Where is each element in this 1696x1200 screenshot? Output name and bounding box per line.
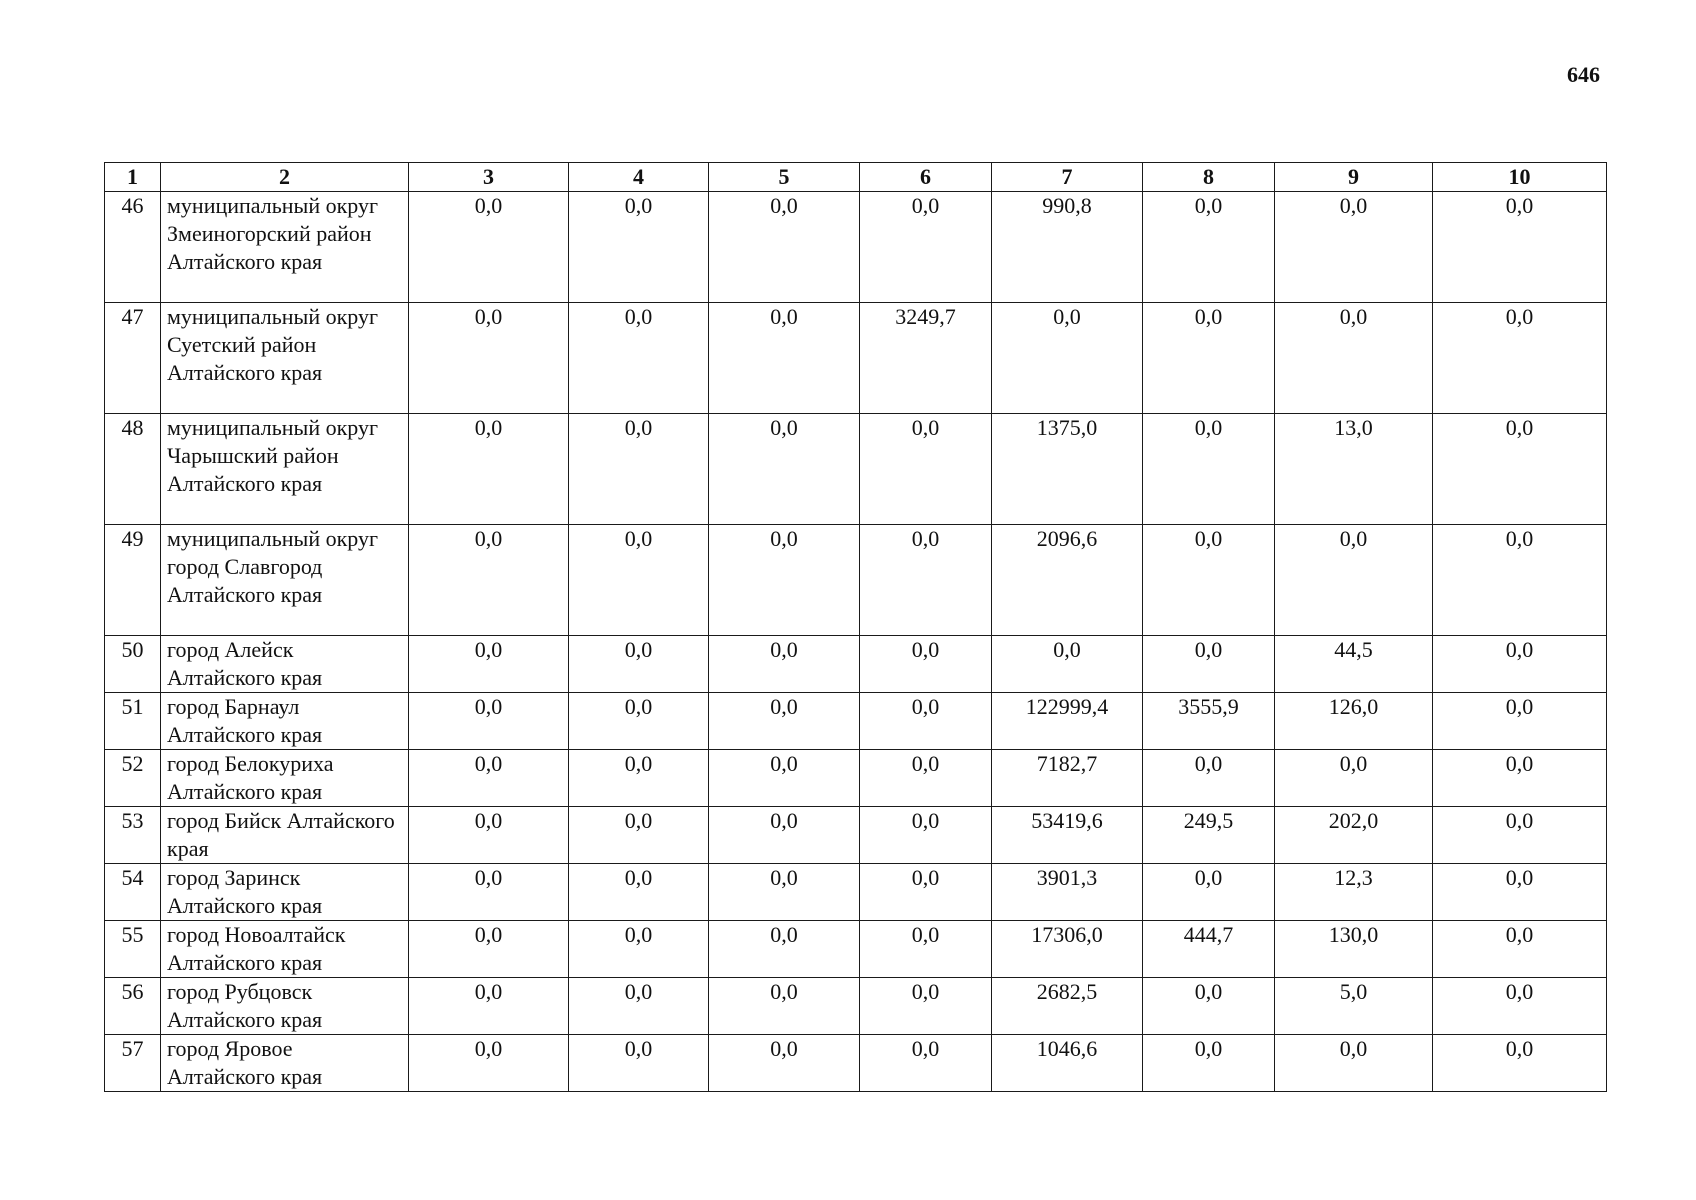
value-cell-col-4: 0,0 — [569, 921, 709, 978]
table-body — [105, 163, 1607, 1092]
value-cell-col-7: 3901,3 — [992, 864, 1143, 921]
municipality-name-cell: муниципальный округ город Славгород Алтайского края — [161, 525, 409, 636]
value-cell-col-3: 0,0 — [409, 864, 569, 921]
value-cell-col-7: 53419,6 — [992, 807, 1143, 864]
value-cell-col-6: 3249,7 — [860, 303, 992, 414]
value-cell-col-5: 0,0 — [709, 636, 860, 693]
value-cell-col-3: 0,0 — [409, 807, 569, 864]
value-cell-col-6: 0,0 — [860, 693, 992, 750]
value-cell-col-4: 0,0 — [569, 414, 709, 525]
value-cell-col-3: 0,0 — [409, 636, 569, 693]
value-cell-col-9: 130,0 — [1275, 921, 1433, 978]
header-cell: 9 — [1275, 163, 1433, 192]
value-cell-col-4: 0,0 — [569, 636, 709, 693]
value-cell-col-3: 0,0 — [409, 750, 569, 807]
value-cell-col-9: 5,0 — [1275, 978, 1433, 1035]
value-cell-col-8: 0,0 — [1143, 636, 1275, 693]
value-cell-col-8: 444,7 — [1143, 921, 1275, 978]
header-cell: 7 — [992, 163, 1143, 192]
table-row — [105, 303, 1607, 414]
page-number: 646 — [1567, 62, 1600, 87]
value-cell-col-10: 0,0 — [1433, 807, 1607, 864]
header-cell: 2 — [161, 163, 409, 192]
value-cell-col-8: 0,0 — [1143, 1035, 1275, 1092]
value-cell-col-4: 0,0 — [569, 978, 709, 1035]
header-cell: 4 — [569, 163, 709, 192]
municipality-name-cell: муниципальный округ Суетский район Алтайского края — [161, 303, 409, 414]
value-cell-col-9: 13,0 — [1275, 414, 1433, 525]
value-cell-col-5: 0,0 — [709, 978, 860, 1035]
value-cell-col-7: 1046,6 — [992, 1035, 1143, 1092]
value-cell-col-9: 12,3 — [1275, 864, 1433, 921]
value-cell-col-4: 0,0 — [569, 192, 709, 303]
municipality-name-cell: город Рубцовск Алтайского края — [161, 978, 409, 1035]
value-cell-col-6: 0,0 — [860, 525, 992, 636]
row-number-cell: 54 — [105, 864, 161, 921]
municipality-name-cell: муниципальный округ Чарышский район Алтайского края — [161, 414, 409, 525]
value-cell-col-3: 0,0 — [409, 192, 569, 303]
value-cell-col-4: 0,0 — [569, 525, 709, 636]
value-cell-col-5: 0,0 — [709, 414, 860, 525]
table-row — [105, 807, 1607, 864]
table-row — [105, 693, 1607, 750]
value-cell-col-3: 0,0 — [409, 978, 569, 1035]
header-cell: 6 — [860, 163, 992, 192]
header-cell: 5 — [709, 163, 860, 192]
data-table — [104, 162, 1607, 1092]
value-cell-col-5: 0,0 — [709, 1035, 860, 1092]
header-cell: 1 — [105, 163, 161, 192]
value-cell-col-8: 3555,9 — [1143, 693, 1275, 750]
value-cell-col-6: 0,0 — [860, 807, 992, 864]
value-cell-col-7: 122999,4 — [992, 693, 1143, 750]
value-cell-col-6: 0,0 — [860, 192, 992, 303]
value-cell-col-4: 0,0 — [569, 303, 709, 414]
value-cell-col-5: 0,0 — [709, 525, 860, 636]
value-cell-col-5: 0,0 — [709, 750, 860, 807]
row-number-cell: 57 — [105, 1035, 161, 1092]
municipality-name-cell: город Алейск Алтайского края — [161, 636, 409, 693]
value-cell-col-5: 0,0 — [709, 807, 860, 864]
value-cell-col-10: 0,0 — [1433, 636, 1607, 693]
table-row — [105, 525, 1607, 636]
row-number-cell: 55 — [105, 921, 161, 978]
header-cell: 3 — [409, 163, 569, 192]
value-cell-col-8: 0,0 — [1143, 978, 1275, 1035]
value-cell-col-7: 0,0 — [992, 636, 1143, 693]
row-number-cell: 46 — [105, 192, 161, 303]
municipality-name-cell: город Бийск Алтайского края — [161, 807, 409, 864]
value-cell-col-9: 126,0 — [1275, 693, 1433, 750]
value-cell-col-6: 0,0 — [860, 921, 992, 978]
municipality-name-cell: город Заринск Алтайского края — [161, 864, 409, 921]
table-row — [105, 636, 1607, 693]
value-cell-col-9: 0,0 — [1275, 192, 1433, 303]
table-row — [105, 414, 1607, 525]
value-cell-col-3: 0,0 — [409, 525, 569, 636]
value-cell-col-10: 0,0 — [1433, 1035, 1607, 1092]
table-row — [105, 978, 1607, 1035]
value-cell-col-5: 0,0 — [709, 864, 860, 921]
value-cell-col-10: 0,0 — [1433, 693, 1607, 750]
value-cell-col-6: 0,0 — [860, 864, 992, 921]
value-cell-col-10: 0,0 — [1433, 303, 1607, 414]
row-number-cell: 49 — [105, 525, 161, 636]
value-cell-col-8: 0,0 — [1143, 525, 1275, 636]
value-cell-col-7: 17306,0 — [992, 921, 1143, 978]
value-cell-col-5: 0,0 — [709, 192, 860, 303]
table-row — [105, 864, 1607, 921]
value-cell-col-8: 0,0 — [1143, 303, 1275, 414]
value-cell-col-4: 0,0 — [569, 693, 709, 750]
value-cell-col-9: 202,0 — [1275, 807, 1433, 864]
value-cell-col-10: 0,0 — [1433, 978, 1607, 1035]
row-number-cell: 52 — [105, 750, 161, 807]
value-cell-col-3: 0,0 — [409, 414, 569, 525]
row-number-cell: 51 — [105, 693, 161, 750]
value-cell-col-4: 0,0 — [569, 807, 709, 864]
value-cell-col-4: 0,0 — [569, 1035, 709, 1092]
row-number-cell: 53 — [105, 807, 161, 864]
value-cell-col-8: 0,0 — [1143, 192, 1275, 303]
value-cell-col-5: 0,0 — [709, 693, 860, 750]
row-number-cell: 47 — [105, 303, 161, 414]
municipality-name-cell: город Новоалтайск Алтайского края — [161, 921, 409, 978]
table-row — [105, 192, 1607, 303]
row-number-cell: 48 — [105, 414, 161, 525]
value-cell-col-7: 1375,0 — [992, 414, 1143, 525]
value-cell-col-6: 0,0 — [860, 750, 992, 807]
value-cell-col-7: 7182,7 — [992, 750, 1143, 807]
value-cell-col-3: 0,0 — [409, 1035, 569, 1092]
value-cell-col-7: 2682,5 — [992, 978, 1143, 1035]
table-row — [105, 1035, 1607, 1092]
value-cell-col-5: 0,0 — [709, 303, 860, 414]
header-cell: 10 — [1433, 163, 1607, 192]
value-cell-col-9: 0,0 — [1275, 525, 1433, 636]
municipality-name-cell: муниципальный округ Змеиногорский район Алтайского края — [161, 192, 409, 303]
header-row — [105, 163, 1607, 192]
municipality-name-cell: город Барнаул Алтайского края — [161, 693, 409, 750]
value-cell-col-6: 0,0 — [860, 1035, 992, 1092]
value-cell-col-9: 44,5 — [1275, 636, 1433, 693]
value-cell-col-10: 0,0 — [1433, 192, 1607, 303]
value-cell-col-7: 0,0 — [992, 303, 1143, 414]
municipality-name-cell: город Яровое Алтайского края — [161, 1035, 409, 1092]
row-number-cell: 50 — [105, 636, 161, 693]
value-cell-col-4: 0,0 — [569, 864, 709, 921]
value-cell-col-10: 0,0 — [1433, 414, 1607, 525]
value-cell-col-3: 0,0 — [409, 921, 569, 978]
value-cell-col-8: 0,0 — [1143, 750, 1275, 807]
value-cell-col-6: 0,0 — [860, 414, 992, 525]
value-cell-col-9: 0,0 — [1275, 750, 1433, 807]
table-row — [105, 750, 1607, 807]
value-cell-col-9: 0,0 — [1275, 1035, 1433, 1092]
header-cell: 8 — [1143, 163, 1275, 192]
value-cell-col-10: 0,0 — [1433, 864, 1607, 921]
value-cell-col-8: 0,0 — [1143, 414, 1275, 525]
value-cell-col-9: 0,0 — [1275, 303, 1433, 414]
value-cell-col-4: 0,0 — [569, 750, 709, 807]
value-cell-col-10: 0,0 — [1433, 921, 1607, 978]
value-cell-col-3: 0,0 — [409, 693, 569, 750]
value-cell-col-3: 0,0 — [409, 303, 569, 414]
value-cell-col-7: 2096,6 — [992, 525, 1143, 636]
value-cell-col-5: 0,0 — [709, 921, 860, 978]
row-number-cell: 56 — [105, 978, 161, 1035]
value-cell-col-10: 0,0 — [1433, 525, 1607, 636]
value-cell-col-7: 990,8 — [992, 192, 1143, 303]
value-cell-col-10: 0,0 — [1433, 750, 1607, 807]
value-cell-col-8: 0,0 — [1143, 864, 1275, 921]
value-cell-col-8: 249,5 — [1143, 807, 1275, 864]
municipality-name-cell: город Белокуриха Алтайского края — [161, 750, 409, 807]
table-row — [105, 921, 1607, 978]
value-cell-col-6: 0,0 — [860, 636, 992, 693]
value-cell-col-6: 0,0 — [860, 978, 992, 1035]
